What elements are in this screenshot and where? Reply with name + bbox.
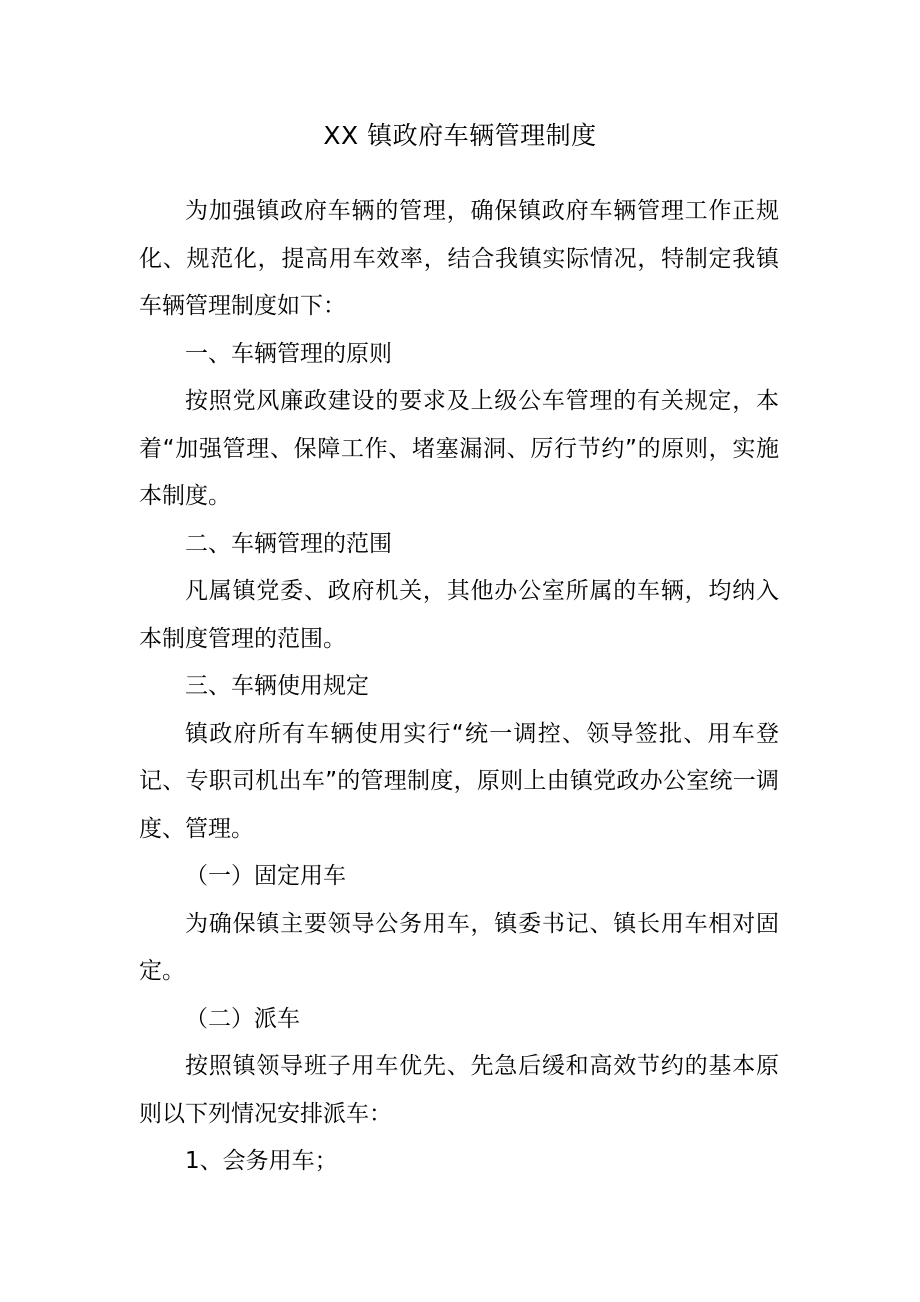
subsection-heading-fixed-vehicle: （一）固定用车	[185, 863, 346, 889]
fixed-vehicle-paragraph: 为确保镇主要领导公务用车，镇委书记、镇长用车相对固定。	[139, 910, 779, 984]
section-heading-scope: 二、车辆管理的范围	[185, 530, 392, 557]
section-heading-principles: 一、车辆管理的原则	[185, 340, 392, 367]
scope-paragraph: 凡属镇党委、政府机关，其他办公室所属的车辆，均纳入本制度管理的范围。	[139, 578, 779, 652]
subsection-heading-dispatch: （二）派车	[185, 1005, 300, 1032]
dispatch-paragraph: 按照镇领导班子用车优先、先急后缓和高效节约的基本原则以下列情况安排派车：	[139, 1053, 779, 1127]
usage-rules-paragraph: 镇政府所有车辆使用实行“统一调控、领导签批、用车登记、专职司机出车”的管理制度，原则上由镇党政办公室统一调度、管理。	[139, 720, 779, 842]
section-heading-usage-rules: 三、车辆使用规定	[185, 673, 369, 699]
document-body	[139, 188, 779, 1186]
intro-paragraph: 为加强镇政府车辆的管理，确保镇政府车辆管理工作正规化、规范化，提高用车效率，结合我镇实际情况，特制定我镇车辆管理制度如下：	[139, 198, 779, 319]
principles-paragraph: 按照党风廉政建设的要求及上级公车管理的有关规定，本着“加强管理、保障工作、堵塞漏洞、厉行节约”的原则，实施本制度。	[139, 388, 779, 509]
document-title: XX 镇政府车辆管理制度	[323, 121, 597, 150]
list-item-meeting-vehicle: 1、会务用车；	[185, 1148, 338, 1174]
